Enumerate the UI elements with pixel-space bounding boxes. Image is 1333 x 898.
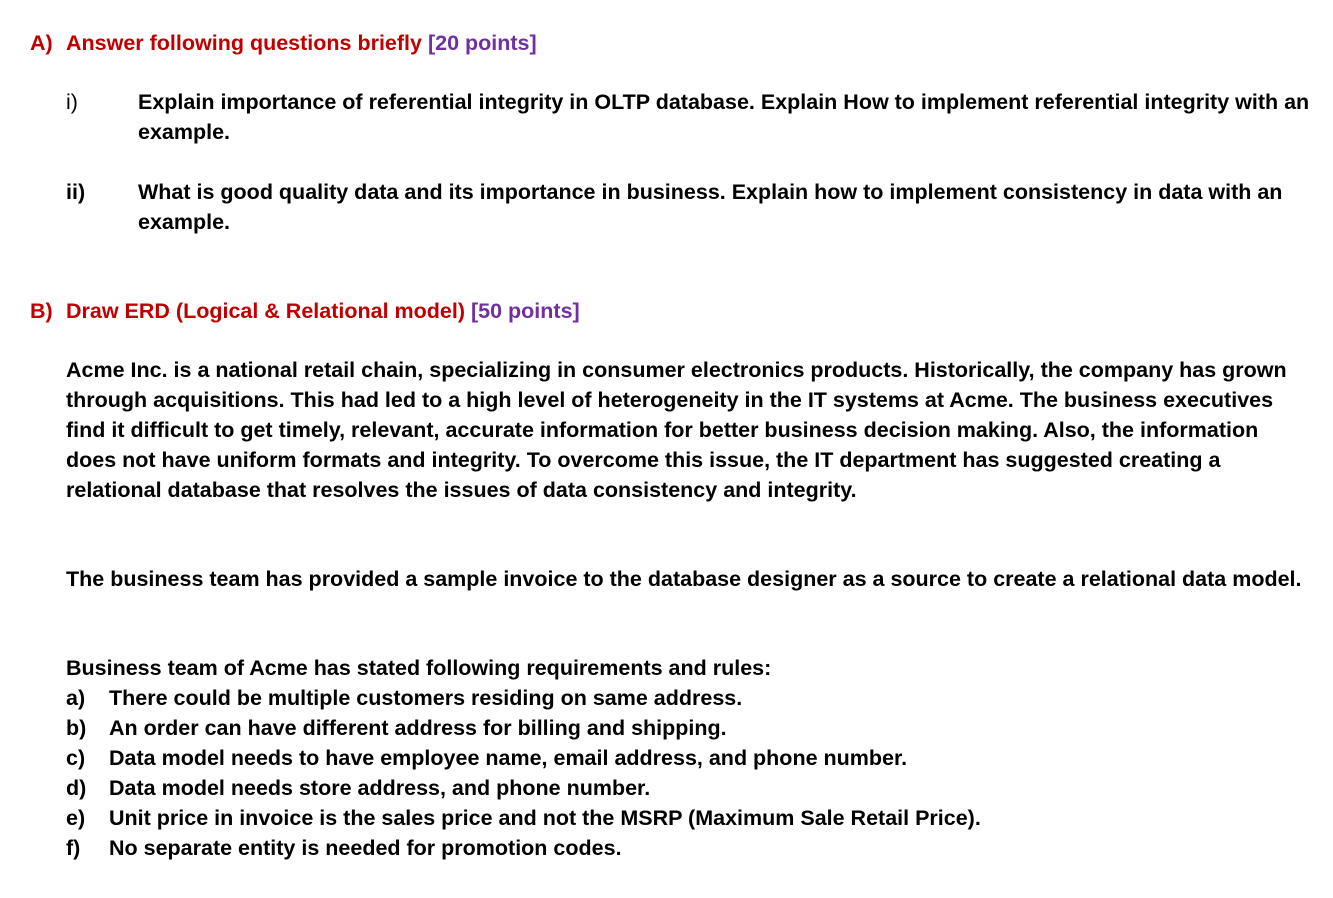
question-i-number: i) — [66, 90, 78, 114]
scenario-paragraph: Acme Inc. is a national retail chain, specializing in consumer electronics products. Historically, the company has grown through acquisitions. This had led to a high level of heterogeneity in the IT systems at Acme. The business executives find it difficult to get timely, relevant, accurate information for better business decision making. Also, the information does not have uniform formats and integrity. To overcome this issue, the IT department has suggested creating a relational database that resolves the issues of data consistency and integrity. — [66, 358, 1287, 502]
rule-text: Unit price in invoice is the sales price and not the MSRP (Maximum Sale Retail Price). — [109, 806, 981, 830]
rule-item — [66, 833, 1306, 863]
question-i — [66, 87, 1316, 147]
rule-item — [66, 773, 1306, 803]
rule-item — [66, 683, 1306, 713]
requirements-intro: Business team of Acme has stated following requirements and rules: — [66, 656, 772, 680]
question-i-text: Explain importance of referential integrity in OLTP database. Explain How to implement referential integrity with an example. — [138, 90, 1310, 144]
section-b-title: Draw ERD (Logical & Relational model) — [66, 299, 465, 323]
section-a-letter: A) — [30, 31, 53, 55]
section-b-points: [50 points] — [470, 299, 580, 323]
section-a-points: [20 points] — [427, 31, 537, 55]
section-b-letter: B) — [30, 299, 53, 323]
question-ii-number: ii) — [66, 180, 86, 204]
rule-text: Data model needs store address, and phone number. — [109, 776, 651, 800]
requirements-list — [66, 653, 1306, 863]
rule-item — [66, 803, 1306, 833]
section-b-heading — [30, 296, 580, 326]
rule-label: d) — [66, 776, 87, 800]
section-a-heading — [30, 28, 537, 58]
rule-text: Data model needs to have employee name, email address, and phone number. — [109, 746, 908, 770]
rule-label: a) — [66, 686, 86, 710]
question-ii — [66, 177, 1316, 237]
question-ii-text: What is good quality data and its importance in business. Explain how to implement consistency in data with an example. — [138, 180, 1283, 234]
section-a-title: Answer following questions briefly — [66, 31, 422, 55]
rule-text: No separate entity is needed for promotion codes. — [109, 836, 622, 860]
rule-label: b) — [66, 716, 87, 740]
rule-label: e) — [66, 806, 86, 830]
rule-item — [66, 713, 1306, 743]
rule-item — [66, 743, 1306, 773]
rule-label: c) — [66, 746, 86, 770]
rule-label: f) — [66, 836, 81, 860]
rule-text: There could be multiple customers residing on same address. — [109, 686, 743, 710]
invoice-paragraph: The business team has provided a sample invoice to the database designer as a source to create a relational data model. — [66, 567, 1302, 591]
rule-text: An order can have different address for billing and shipping. — [109, 716, 727, 740]
